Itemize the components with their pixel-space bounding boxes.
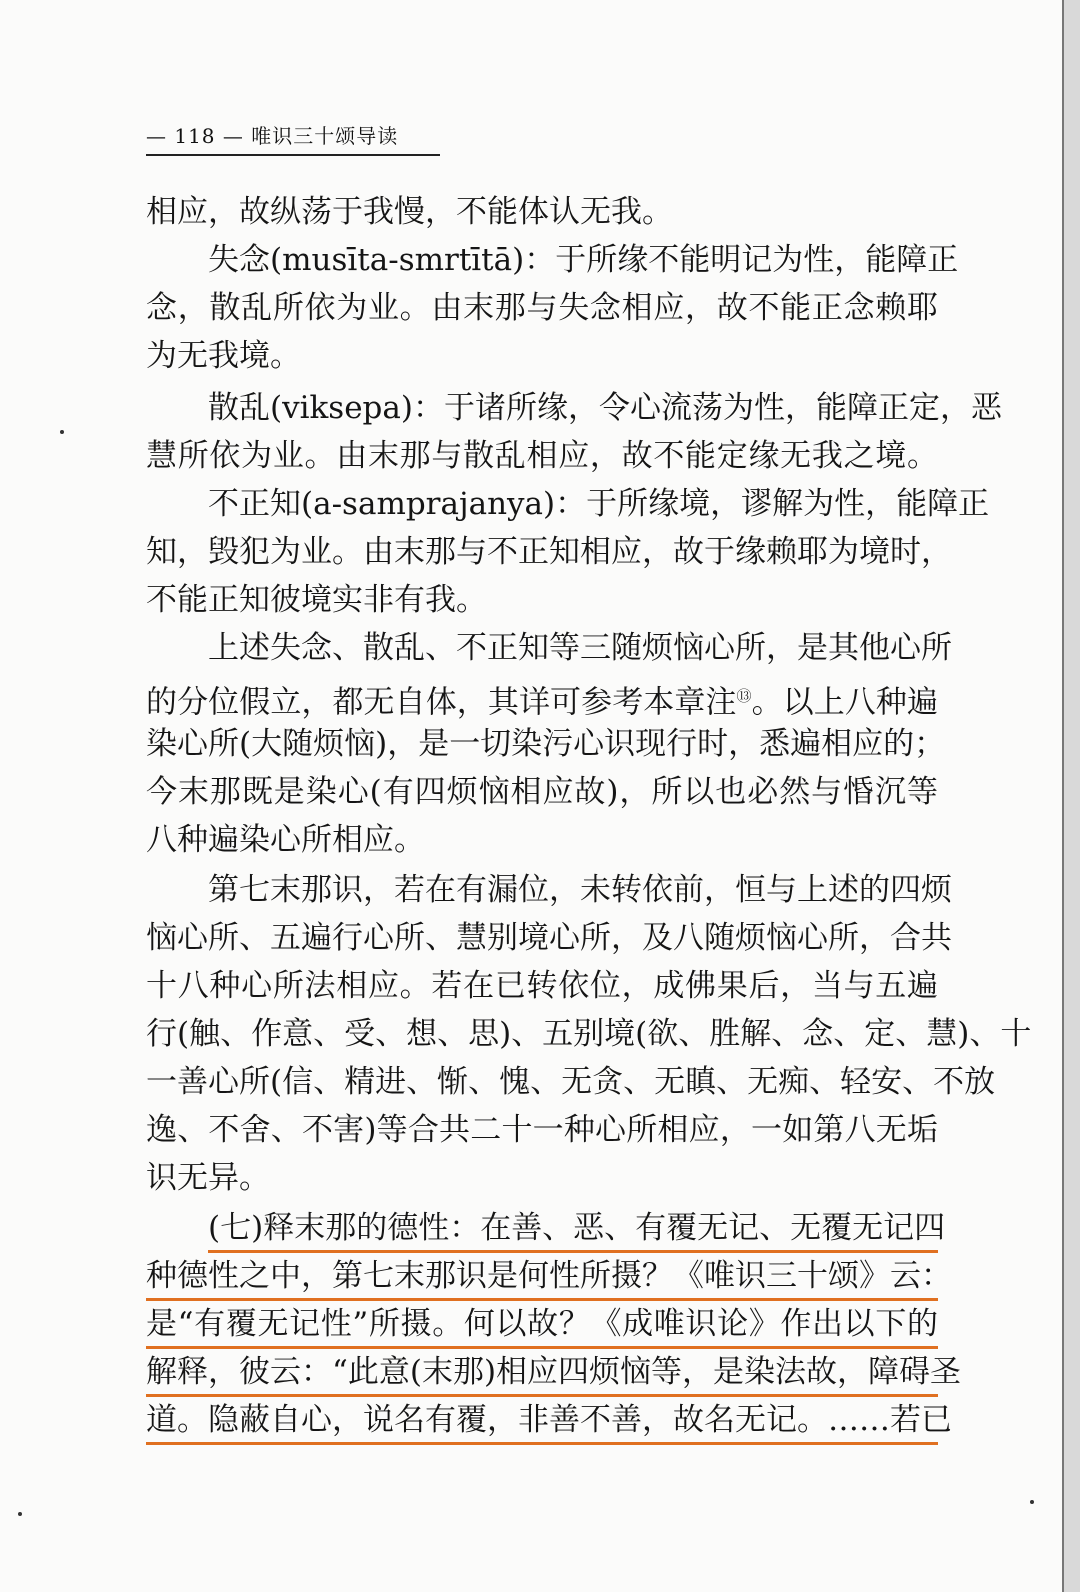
text-line: 念，散乱所依为业。由末那与失念相应，故不能正念赖耶 xyxy=(146,290,938,326)
text-line: 慧所依为业。由末那与散乱相应，故不能定缘无我之境。 xyxy=(146,438,938,474)
text-line: 逸、不舍、不害)等合共二十一种心所相应，一如第八无垢 xyxy=(146,1112,938,1148)
note-reference[interactable]: ⑬ xyxy=(736,687,752,705)
scan-speck xyxy=(18,1512,22,1516)
text-line: 失念(musīta-smrtītā)：于所缘不能明记为性，能障正 xyxy=(208,242,959,278)
text-line: 第七末那识，若在有漏位，未转依前，恒与上述的四烦 xyxy=(208,872,952,908)
header-dash: — xyxy=(146,124,167,148)
header-rule xyxy=(146,154,440,156)
scan-speck xyxy=(1030,1500,1034,1504)
text-line: 八种遍染心所相应。 xyxy=(146,822,425,858)
highlighted-line: 解释，彼云：“此意(末那)相应四烦恼等，是染法故，障碍圣 xyxy=(146,1344,938,1397)
text-line: 相应，故纵荡于我慢，不能体认无我。 xyxy=(146,194,673,230)
text-line: 散乱(viksepa)：于诸所缘，令心流荡为性，能障正定，恶 xyxy=(208,390,1002,426)
highlighted-line: 是“有覆无记性”所摄。何以故？《成唯识论》作出以下的 xyxy=(146,1296,938,1349)
highlighted-line: 道。隐蔽自心，说名有覆，非善不善，故名无记。……若已 xyxy=(146,1392,938,1445)
text-line: 十八种心所法相应。若在已转依位，成佛果后，当与五遍 xyxy=(146,968,938,1004)
highlighted-line: 种德性之中，第七末那识是何性所摄？《唯识三十颂》云： xyxy=(146,1248,938,1301)
text-segment: 。以上八种遍 xyxy=(751,684,939,721)
scan-speck xyxy=(60,430,64,434)
header-page-number: 118 xyxy=(174,124,216,148)
text-line: 知，毁犯为业。由末那与不正知相应，故于缘赖耶为境时， xyxy=(146,534,952,570)
text-segment: 的分位假立，都无自体，其详可参考本章注 xyxy=(146,684,737,721)
header-dash: — xyxy=(222,124,244,148)
text-line: 恼心所、五遍行心所、慧别境心所，及八随烦恼心所，合共 xyxy=(146,920,952,956)
text-line: 不正知(a-samprajanya)：于所缘境，谬解为性，能障正 xyxy=(208,486,990,522)
text-line: 行(触、作意、受、想、思)、五别境(欲、胜解、念、定、慧)、十 xyxy=(146,1016,1032,1052)
text-line: 为无我境。 xyxy=(146,338,301,374)
text-line: 上述失念、散乱、不正知等三随烦恼心所，是其他心所 xyxy=(208,630,952,666)
text-line: 今末那既是染心(有四烦恼相应故)，所以也必然与惛沉等 xyxy=(146,774,938,810)
text-line: 不能正知彼境实非有我。 xyxy=(146,582,487,618)
header-book-title: 唯识三十颂导读 xyxy=(251,124,399,148)
text-line: 识无异。 xyxy=(146,1160,270,1196)
highlighted-line: (七)释末那的德性：在善、恶、有覆无记、无覆无记四 xyxy=(208,1200,938,1253)
text-line: 染心所(大随烦恼)，是一切染污心识现行时，悉遍相应的； xyxy=(146,726,946,762)
running-header xyxy=(146,120,436,152)
text-line: 一善心所(信、精进、惭、愧、无贪、无瞋、无痴、轻安、不放 xyxy=(146,1064,996,1100)
